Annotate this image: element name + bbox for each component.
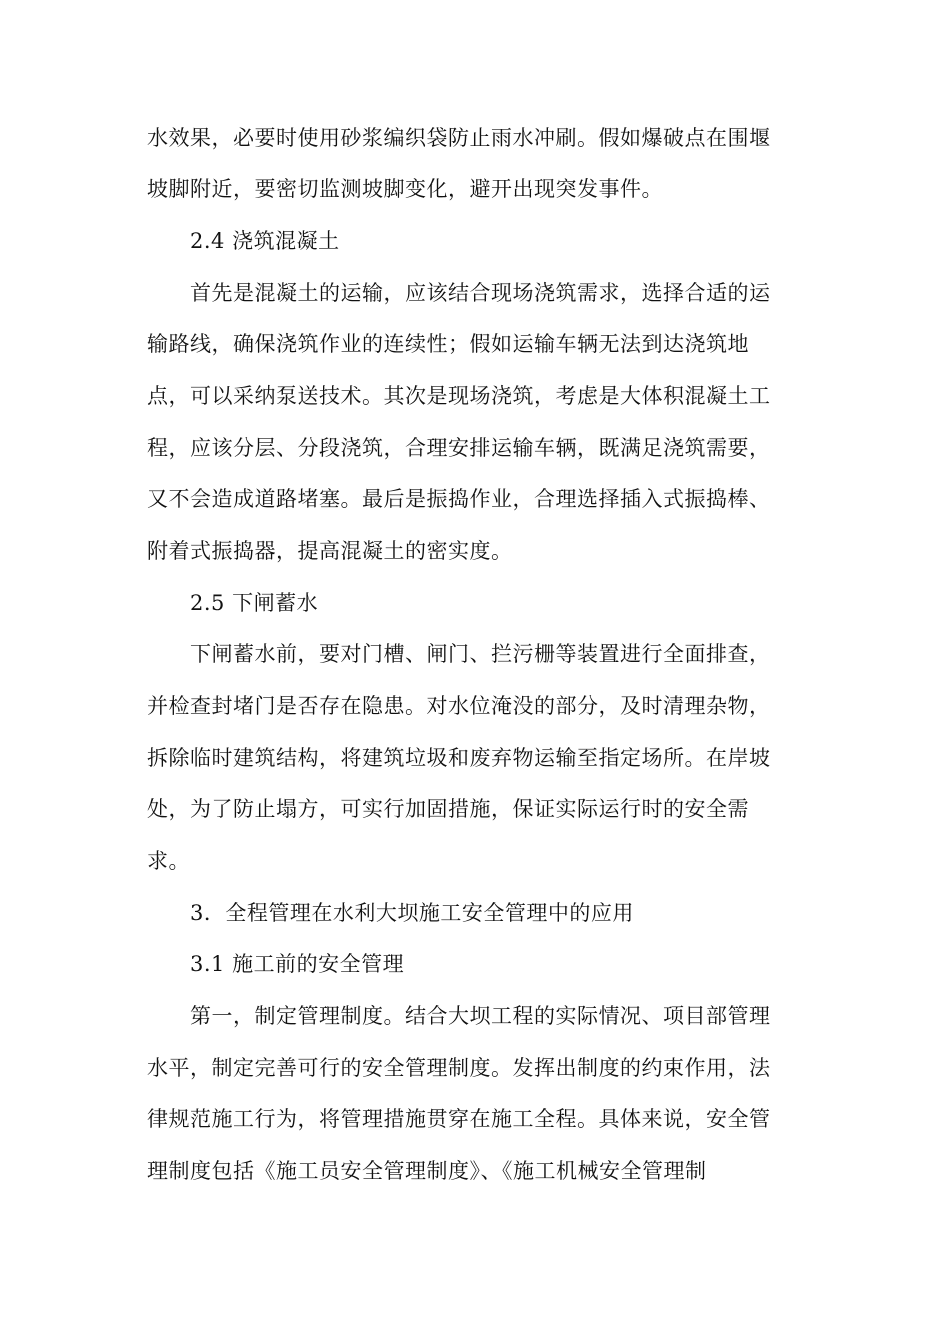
paragraph-line: 拆除临时建筑结构，将建筑垃圾和废弃物运输至指定场所。在岸坡: [147, 746, 771, 770]
paragraph-line: 首先是混凝土的运输，应该结合现场浇筑需求，选择合适的运: [190, 281, 771, 305]
paragraph-line: 处，为了防止塌方，可实行加固措施，保证实际运行时的安全需: [147, 797, 749, 821]
section-heading: 3．全程管理在水利大坝施工安全管理中的应用: [190, 901, 634, 925]
paragraph-line: 求。: [147, 849, 190, 873]
paragraph-line: 输路线，确保浇筑作业的连续性；假如运输车辆无法到达浇筑地: [147, 332, 749, 356]
paragraph-line: 下闸蓄水前，要对门槽、闸门、拦污栅等装置进行全面排查，: [190, 642, 771, 666]
section-heading: 2.4 浇筑混凝土: [190, 229, 340, 253]
section-heading: 3.1 施工前的安全管理: [190, 952, 405, 976]
paragraph-line: 程，应该分层、分段浇筑，合理安排运输车辆，既满足浇筑需要，: [147, 436, 771, 460]
section-heading: 2.5 下闸蓄水: [190, 591, 319, 615]
paragraph-line: 又不会造成道路堵塞。最后是振捣作业，合理选择插入式振捣棒、: [147, 487, 771, 511]
paragraph-line: 附着式振捣器，提高混凝土的密实度。: [147, 539, 513, 563]
paragraph-line: 第一，制定管理制度。结合大坝工程的实际情况、项目部管理: [190, 1004, 771, 1028]
paragraph-line: 点，可以采纳泵送技术。其次是现场浇筑，考虑是大体积混凝土工: [147, 384, 771, 408]
paragraph-line: 水平，制定完善可行的安全管理制度。发挥出制度的约束作用，法: [147, 1056, 771, 1080]
paragraph-line: 理制度包括《施工员安全管理制度》、《施工机械安全管理制: [147, 1159, 707, 1183]
paragraph-line: 水效果，必要时使用砂浆编织袋防止雨水冲刷。假如爆破点在围堰: [147, 126, 771, 150]
paragraph-line: 律规范施工行为，将管理措施贯穿在施工全程。具体来说，安全管: [147, 1107, 771, 1131]
paragraph-line: 并检查封堵门是否存在隐患。对水位淹没的部分，及时清理杂物，: [147, 694, 771, 718]
paragraph-line: 坡脚附近，要密切监测坡脚变化，避开出现突发事件。: [147, 177, 663, 201]
